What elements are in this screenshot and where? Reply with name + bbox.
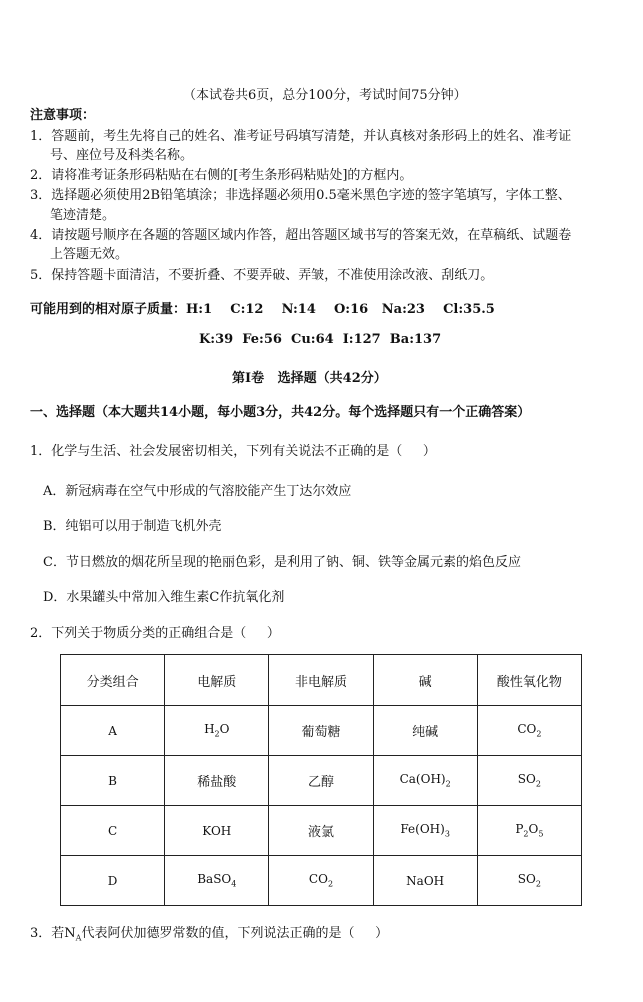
table-header-cell: 碱 [373, 655, 477, 706]
table-cell: $Fe(OH)_3$ [373, 806, 477, 856]
notice-item-5: 5．保持答题卡面清洁，不要折叠、不要弄破、弄皱，不准使用涂改液、刮纸刀。 [30, 268, 494, 283]
q2-stem: 2．下列关于物质分类的正确组合是（ ） [30, 626, 280, 641]
table-header-cell: 电解质 [165, 655, 269, 706]
table-cell-label: D [61, 856, 165, 906]
q1-option-c: C．节日燃放的烟花所呈现的艳丽色彩，是利用了钠、铜、铁等金属元素的焰色反应 [43, 555, 521, 570]
table-cell-label: B [61, 756, 165, 806]
table-cell: 乙醇 [269, 756, 373, 806]
q3-stem: 3．若$N_A$代表阿伏加德罗常数的值，下列说法正确的是（ ） [30, 926, 389, 943]
notice-item-4-cont: 上答题无效。 [50, 247, 129, 262]
table-cell: $P_2O_5$ [477, 806, 581, 856]
table-header-cell: 非电解质 [269, 655, 373, 706]
part-title: 第Ⅰ卷 选择题（共42分） [232, 371, 387, 386]
notice-item-3-cont: 笔迹清楚。 [50, 208, 116, 223]
table-row [61, 856, 582, 906]
table-cell: $SO_2$ [477, 756, 581, 806]
notice-item-2: 2．请将准考证条形码粘贴在右侧的[考生条形码粘贴处]的方框内。 [30, 168, 413, 183]
q1-option-d: D．水果罐头中常加入维生素C作抗氧化剂 [43, 590, 285, 605]
notice-item-1-cont: 号、座位号及科类名称。 [50, 148, 194, 163]
notice-item-4: 4．请按题号顺序在各题的答题区域内作答，超出答题区域书写的答案无效，在草稿纸、试题卷 [30, 228, 572, 243]
table-cell: KOH [165, 806, 269, 856]
q1-option-b: B．纯铝可以用于制造飞机外壳 [43, 519, 222, 534]
atomic-mass-line-2: K:39 Fe:56 Cu:64 I:127 Ba:137 [199, 332, 442, 347]
notice-item-1: 1．答题前，考生先将自己的姓名、准考证号码填写清楚，并认真核对条形码上的姓名、准考证 [30, 129, 572, 144]
table-cell: 液氯 [269, 806, 373, 856]
table-cell: $CO_2$ [269, 856, 373, 906]
table-header-cell: 酸性氧化物 [477, 655, 581, 706]
table-cell: 葡萄糖 [269, 706, 373, 756]
table-header-row [61, 655, 582, 706]
table-cell: NaOH [373, 856, 477, 906]
q1-option-a: A．新冠病毒在空气中形成的气溶胶能产生丁达尔效应 [43, 484, 352, 499]
exam-info: （本试卷共6页，总分100分，考试时间75分钟） [183, 88, 467, 103]
table-row [61, 756, 582, 806]
classification-table [60, 654, 582, 906]
table-cell: 纯碱 [373, 706, 477, 756]
table-header-cell: 分类组合 [61, 655, 165, 706]
table-cell: BaSO$_4$ [165, 856, 269, 906]
atomic-mass-line-1: 可能用到的相对原子质量：H:1 C:12 N:14 O:16 Na:23 Cl:35.5 [30, 302, 495, 317]
table-cell: $H_2O$ [165, 706, 269, 756]
notice-item-3: 3．选择题必须使用2B铅笔填涂；非选择题必须用0.5毫米黑色字迹的签字笔填写，字体工整、 [30, 188, 571, 203]
table-cell: $Ca(OH)_2$ [373, 756, 477, 806]
q1-stem: 1．化学与生活、社会发展密切相关，下列有关说法不正确的是（ ） [30, 444, 436, 459]
table-cell: 稀盐酸 [165, 756, 269, 806]
section-title: 一、选择题（本大题共14小题，每小题3分，共42分。每个选择题只有一个正确答案） [30, 405, 531, 420]
table-cell: $CO_2$ [477, 706, 581, 756]
table-cell: $SO_2$ [477, 856, 581, 906]
table-cell-label: A [61, 706, 165, 756]
table-row [61, 806, 582, 856]
table-cell-label: C [61, 806, 165, 856]
table-row [61, 706, 582, 756]
notice-title: 注意事项： [30, 108, 96, 123]
